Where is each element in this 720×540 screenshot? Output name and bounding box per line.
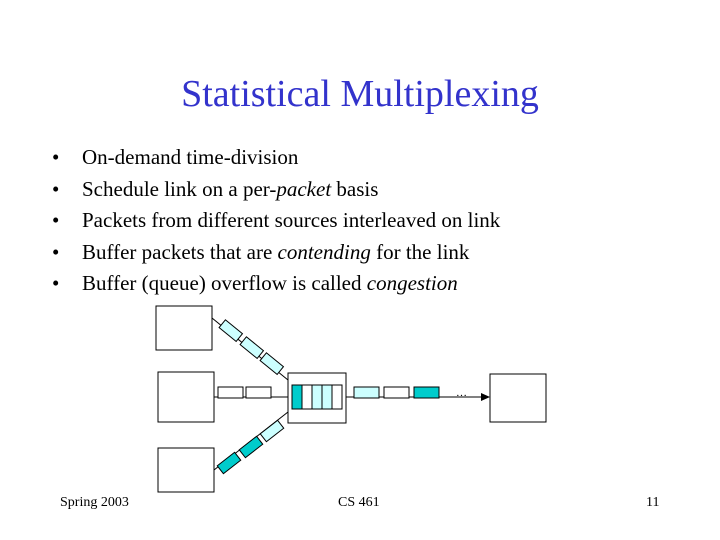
packet-top-3 xyxy=(260,353,283,375)
footer-date: Spring 2003 xyxy=(60,495,129,510)
packet-middle-1 xyxy=(218,387,243,398)
packet-top-2 xyxy=(240,337,263,359)
queue-slot-1 xyxy=(292,385,302,409)
bullet-dot-icon: • xyxy=(52,145,60,169)
bullet-text: On-demand time-division xyxy=(82,145,299,169)
bullet-emphasis: packet xyxy=(276,176,332,201)
bullet-text: Schedule link on a per- xyxy=(82,176,277,201)
packet-bottom-3 xyxy=(260,420,283,441)
slide-title: Statistical Multiplexing xyxy=(181,73,539,115)
packet-out-3 xyxy=(414,387,439,398)
bullet-text: Buffer packets that are xyxy=(82,239,278,264)
bullet-emphasis: congestion xyxy=(366,271,458,295)
packet-top-1 xyxy=(219,320,242,342)
footer-page-number: 11 xyxy=(646,495,660,510)
bullet-dot-icon: • xyxy=(52,271,60,295)
bullet-emphasis: contending xyxy=(277,239,371,264)
bullet-dot-icon: • xyxy=(52,208,60,232)
arrow-head-icon xyxy=(481,393,490,401)
packet-bottom-1 xyxy=(217,452,240,473)
bullet-text: basis xyxy=(331,176,379,201)
footer-course: CS 461 xyxy=(338,495,380,510)
queue-slot-3 xyxy=(312,385,322,409)
source-box-middle xyxy=(158,372,214,422)
bullet-text: for the link xyxy=(370,239,470,264)
queue-slot-4 xyxy=(322,385,332,409)
bullet-text: Buffer (queue) overflow is called xyxy=(82,271,367,295)
destination-box xyxy=(490,374,546,422)
queue-slot-2 xyxy=(302,385,312,409)
queue-slot-5 xyxy=(332,385,342,409)
output-ellipsis: … xyxy=(456,387,467,399)
bullet-dot-icon: • xyxy=(52,176,60,201)
source-box-bottom xyxy=(158,448,214,492)
bullet-text: Packets from different sources interleaved on link xyxy=(82,208,501,232)
packet-out-2 xyxy=(384,387,409,398)
packet-bottom-2 xyxy=(239,436,262,457)
packet-middle-2 xyxy=(246,387,271,398)
packet-out-1 xyxy=(354,387,379,398)
bullet-dot-icon: • xyxy=(52,239,60,264)
source-box-top xyxy=(156,306,212,350)
